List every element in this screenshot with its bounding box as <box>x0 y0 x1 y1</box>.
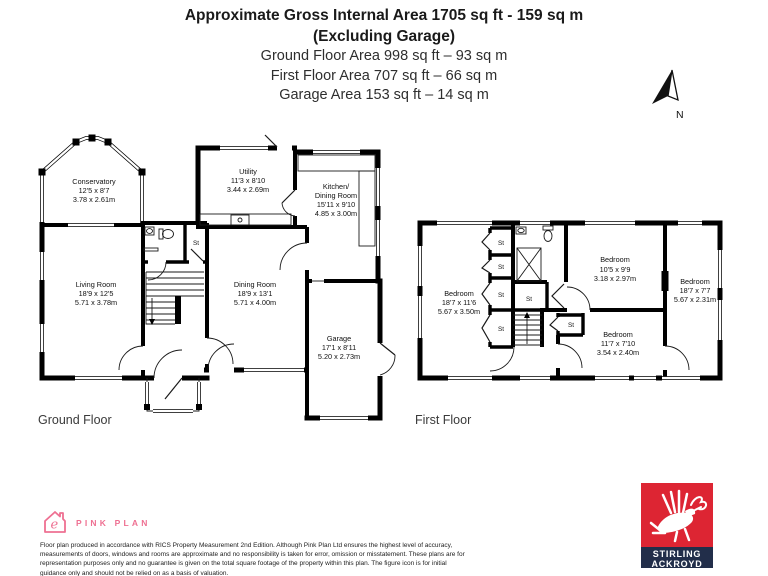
room-dims-ft: 15'11 x 9'10 <box>316 200 356 209</box>
room-dims-m: 5.71 x 3.78m <box>74 298 118 307</box>
closet-doors <box>482 233 564 342</box>
storage-label: St <box>192 240 200 247</box>
first-floor-plan <box>416 216 728 386</box>
bathroom-fixtures <box>516 226 553 281</box>
room-label-kitchen-dining <box>315 182 357 218</box>
room-name: Bedroom <box>600 255 630 264</box>
room-dims-m: 5.20 x 2.73m <box>317 352 361 361</box>
room-name: Dining Room <box>233 280 277 289</box>
svg-text:e: e <box>50 517 59 533</box>
room-name: Utility <box>239 167 257 176</box>
agency-name <box>641 547 713 568</box>
room-dims-m: 3.18 x 2.97m <box>593 274 637 283</box>
ground-floor-area-line: Ground Floor Area 998 sq ft – 93 sq m <box>260 48 508 64</box>
room-label-bedroom-1 <box>438 289 480 316</box>
room-dims-m: 5.67 x 2.31m <box>673 295 717 304</box>
room-label-dining-room <box>234 280 276 307</box>
first-doors <box>490 287 689 371</box>
agency-name-line2: ACKROYD <box>651 559 703 569</box>
room-dims-ft: 18'9 x 13'1 <box>237 289 273 298</box>
entrance-porch <box>144 378 202 411</box>
room-dims-ft: 17'1 x 8'11 <box>321 343 357 352</box>
agency-logo <box>641 483 713 568</box>
room-label-bedroom-4 <box>597 330 639 357</box>
room-dims-ft: 10'5 x 9'9 <box>599 265 631 274</box>
room-name: Bedroom <box>603 330 633 339</box>
room-dims-ft: 11'3 x 8'10 <box>230 176 266 185</box>
room-name: Bedroom <box>444 289 474 298</box>
wc-fixtures <box>144 227 174 251</box>
storage-label: St <box>497 326 505 333</box>
room-dims-ft: 18'7 x 11'6 <box>441 298 477 307</box>
storage-label: St <box>497 292 505 299</box>
ground-floor-plan <box>28 128 408 428</box>
first-floor-caption: First Floor <box>415 413 472 427</box>
room-dims-m: 5.71 x 4.00m <box>233 298 277 307</box>
agency-name-line1: STIRLING <box>652 549 702 559</box>
room-dims-m: 3.44 x 2.69m <box>226 185 270 194</box>
storage-label: St <box>497 240 505 247</box>
first-staircase <box>513 312 542 345</box>
room-name: Living Room <box>75 280 117 289</box>
room-name: Conservatory <box>72 177 116 186</box>
room-dims-m: 5.67 x 3.50m <box>437 307 481 316</box>
room-name: Kitchen/ <box>322 182 350 191</box>
storage-label: St <box>497 264 505 271</box>
room-dims-m: 4.85 x 3.00m <box>314 209 358 218</box>
room-label-bedroom-3 <box>674 277 716 304</box>
room-label-living-room <box>75 280 117 307</box>
storage-label: St <box>567 322 575 329</box>
room-dims-ft: 12'5 x 8'7 <box>78 186 110 195</box>
ground-floor-caption: Ground Floor <box>38 413 112 427</box>
room-label-garage <box>318 334 360 361</box>
first-floor-area-line: First Floor Area 707 sq ft – 66 sq m <box>270 67 498 84</box>
room-dims-ft: 18'7 x 7'7 <box>679 286 711 295</box>
room-name-2: Dining Room <box>314 191 358 200</box>
ground-staircase <box>146 272 204 325</box>
room-dims-ft: 18'9 x 12'5 <box>78 289 114 298</box>
pink-plan-wordmark: PINK PLAN <box>76 518 151 528</box>
room-dims-m: 3.54 x 2.40m <box>596 348 640 357</box>
north-compass-icon <box>646 66 702 130</box>
gross-area-line: Approximate Gross Internal Area 1705 sq ft - 159 sq m <box>184 7 584 24</box>
room-dims-m: 3.78 x 2.61m <box>72 195 116 204</box>
room-label-utility <box>227 167 269 194</box>
garage-area-line: Garage Area 153 sq ft – 14 sq m <box>279 87 489 103</box>
disclaimer-text: Floor plan produced in accordance with RICS Property Measurement 2nd Edition. Although Pink Plan Ltd ensures the highest level of accuracy, measurements of doors, windows and rooms are approximate and no responsibility is taken for error, omission or misstatement. These plans are for representation purposes only and no guarantee is given on the total square footage of the property within this plan. The figure icon is for initial guidance only and should not be relied on as a basis of valuation. <box>40 542 465 576</box>
room-label-bedroom-2 <box>594 255 636 283</box>
room-label-conservatory <box>72 177 116 204</box>
excluding-garage-line: (Excluding Garage) <box>312 28 456 45</box>
pink-plan-house-icon <box>42 508 68 536</box>
north-label: N <box>676 109 684 121</box>
storage-label: St <box>525 296 533 303</box>
room-dims-ft: 11'7 x 7'10 <box>600 339 636 348</box>
room-name: Bedroom <box>680 277 710 286</box>
room-name: Garage <box>326 334 352 343</box>
griffin-icon <box>641 483 713 547</box>
